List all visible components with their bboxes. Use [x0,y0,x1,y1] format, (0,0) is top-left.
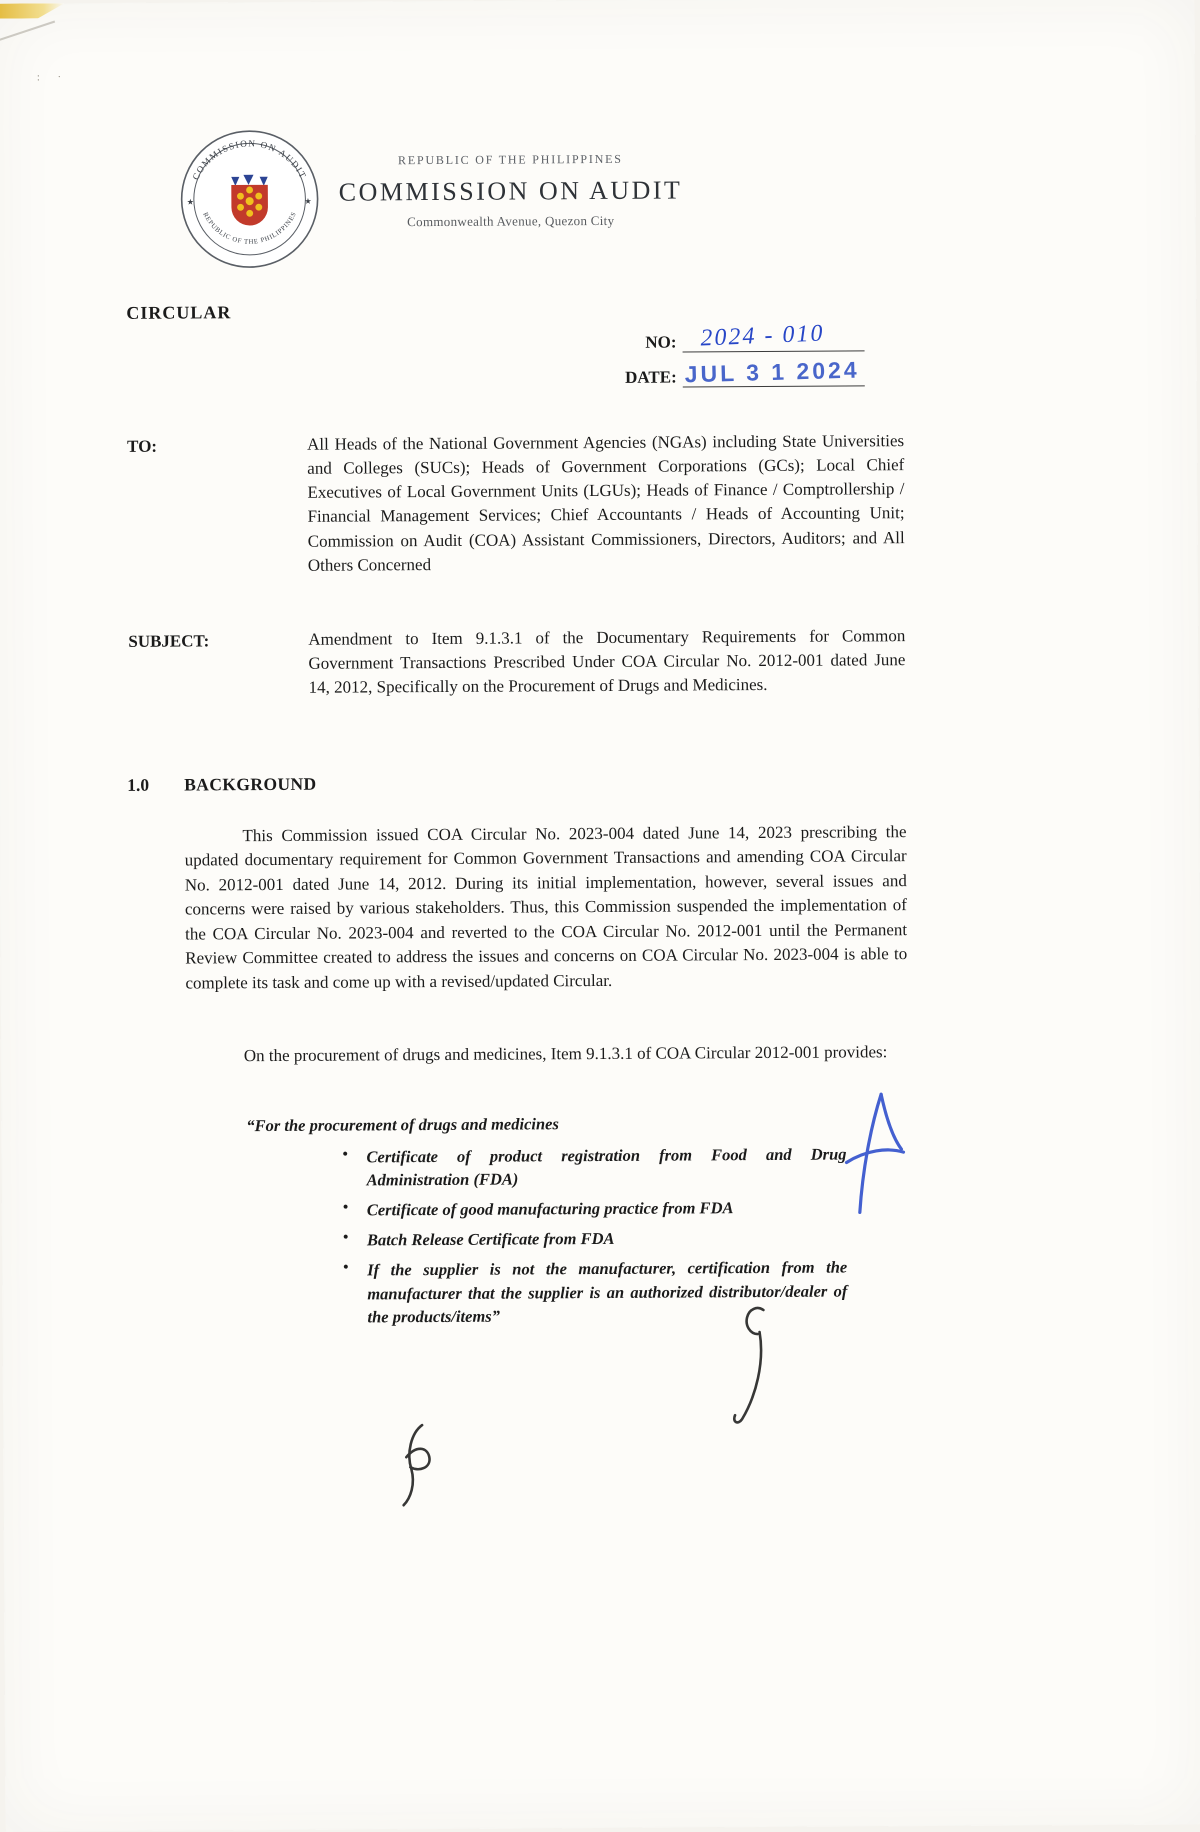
no-label: NO: [645,332,677,352]
black-pen-mark-2 [403,1425,430,1505]
seal-emblem [231,175,268,226]
letterhead [295,151,725,231]
date-value-line [683,355,865,387]
scan-artifact-yellow [0,3,65,18]
subject-label: SUBJECT: [128,631,210,651]
date-stamp: JUL 3 1 2024 [684,356,860,388]
to-text: All Heads of the National Government Agencies (NGAs) including State Universities and Colleges (SUCs); Heads of Government Corporations (GCs); Local Chief Executives of Local Government Units (LGUs); Heads of Finance / Comptrollership / Financial Management Services; Chief Accountants / Heads of Accounting Unit; Commission on Audit (COA) Assistant Commissioners, Directors, Auditors; and All Others Concerned [307,431,905,575]
seal-star-left: ★ [186,197,195,207]
quote-bullet-item: • Certificate of product registration from Food and Drug Administration (FDA) [338,1143,846,1192]
seal-top-text: COMMISSION ON AUDIT [190,138,309,182]
section-number: 1.0 [127,774,150,795]
republic-line: REPUBLIC OF THE PHILIPPINES [397,151,623,168]
quote-bullet-item: • If the supplier is not the manufacturer, certification from the manufacturer that the supplier is an authorized distributor/dealer of the products/items” [339,1256,847,1328]
background-paragraph-2: On the procurement of drugs and medicines, Item 9.1.3.1 of COA Circular 2012-001 provides: [243,1042,888,1066]
quote-bullet-item: • Certificate of good manufacturing practice from FDA [339,1196,847,1222]
date-label: DATE: [625,367,677,387]
circular-number-handwritten: 2024 - 010 [699,320,825,352]
section-title: BACKGROUND [184,773,317,795]
quoted-provision [246,1110,895,1336]
date-row [605,355,905,388]
agency-name: COMMISSION ON AUDIT [338,175,683,207]
background-paragraph-1: This Commission issued COA Circular No. 2023-004 dated June 14, 2023 prescribing the updated documentary requirement for Common Government Transactions and amending COA Circular No. 2012-001 dated June 14, 2012. During its initial implementation, however, several issues and concerns were raised by various stakeholders. Thus, this Commission suspended the implementation of the COA Circular No. 2023-004 and reverted to the COA Circular No. 2012-001 until the Permanent Review Committee created to address the issues and concerns on COA Circular No. 2023-004 is able to complete its task and come up with a revised/updated Circular. [184,822,908,993]
quote-intro: “For the procurement of drugs and medicines [246,1114,559,1136]
seal-bottom-text: REPUBLIC OF THE PHILIPPINES [201,210,299,246]
scan-artifact-dots: : · [36,71,66,84]
document-type-label: CIRCULAR [126,302,232,323]
no-value-line [682,320,864,352]
subject-text: Amendment to Item 9.1.3.1 of the Documentary Requirements for Common Government Transactions Prescribed Under COA Circular No. 2012-001 dated June 14, 2012, Specifically on the Procurement of Drugs and Medicines. [308,626,906,698]
seal-star-right: ★ [304,196,312,206]
quote-bullet-list [338,1143,847,1329]
quote-bullet-item: • Batch Release Certificate from FDA [339,1226,847,1252]
reference-block [604,320,904,392]
to-label: TO: [127,436,158,456]
circular-number-row [604,320,904,353]
scan-artifact-line [0,21,55,45]
agency-address: Commonwealth Avenue, Quezon City [407,212,615,230]
